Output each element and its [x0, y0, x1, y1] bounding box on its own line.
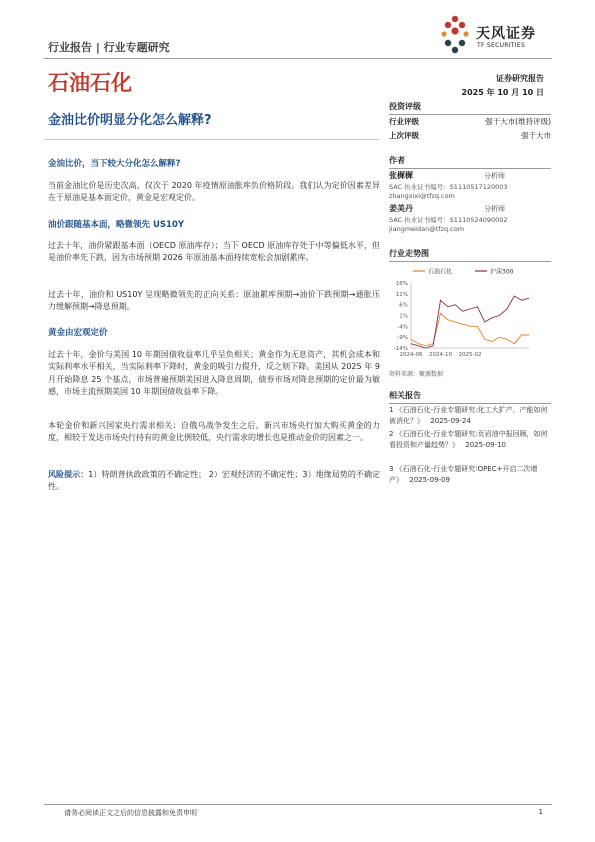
- related-title[interactable]: 2 《石油石化-行业专题研究:页岩油中报回顾，如何看投资和产量趋势？》: [389, 430, 548, 449]
- paragraph: 过去十年，油价紧跟基本面（OECD 原油库存）；当下 OECD 原油库存处于中等偏低水平，但是油价率先下跌，因为市场预期 2026 年原油基本面持续宽松会加剧累库。: [48, 241, 380, 263]
- author-cert: SAC 执业证书编号：S1110517120003: [389, 183, 508, 191]
- section-heading: 金油比价，当下较大分化怎么解释?: [48, 159, 181, 169]
- series-line: [411, 296, 529, 348]
- related-title[interactable]: 1 《石油石化-行业专题研究:化工大扩产，产能如何被消化？》: [389, 406, 548, 425]
- report-type: 证券研究报告: [496, 74, 544, 83]
- rating-heading: 投资评级: [389, 101, 551, 115]
- authors-heading: 作者: [389, 155, 551, 169]
- author-role: 分析师: [484, 172, 505, 180]
- paragraph: 当前金油比价是历史次高，仅次于 2020 年疫情原油胀库负价格阶段。我们认为定价因素差异在于原油是基本面定价，黄金是宏观定价。: [48, 181, 380, 203]
- y-tick-label: 1%: [399, 313, 408, 320]
- related-date: 2025-09-10: [465, 440, 506, 449]
- author-email[interactable]: zhangxixi@tfzq.com: [389, 192, 455, 200]
- related-title[interactable]: 3 《石油石化-行业专题研究:OPEC+开启二次增产》: [389, 465, 538, 484]
- report-date: 2025 年 10 月 10 日: [461, 88, 544, 97]
- y-tick-label: 16%: [395, 281, 408, 287]
- related-item[interactable]: [389, 429, 551, 450]
- author-cert: SAC 执业证书编号：S1110524090002: [389, 216, 508, 224]
- document-title: 金油比价明显分化怎么解释?: [48, 113, 212, 128]
- related-item[interactable]: [389, 405, 551, 426]
- company-logo: [438, 14, 558, 56]
- chart-source: 资料来源：聚源数据: [389, 371, 444, 378]
- related-date: 2025-09-09: [409, 475, 450, 484]
- legend-label: 沪深300: [490, 268, 514, 276]
- industry-trend-chart: [389, 263, 551, 363]
- x-tick-label: 2024-10: [429, 352, 452, 358]
- header-category: 行业报告 | 行业专题研究: [48, 41, 170, 54]
- y-tick-label: -14%: [393, 346, 408, 352]
- section-heading: 油价跟随基本面，略微领先 US10Y: [48, 220, 184, 230]
- title-divider: [44, 139, 379, 140]
- rating-label: 上次评级: [389, 131, 419, 140]
- rating-value: 强于大市: [521, 131, 551, 140]
- footer-disclaimer: 请务必阅读正文之后的信息披露和免责申明: [64, 809, 197, 817]
- header-divider: [44, 58, 552, 59]
- footer-divider: [44, 804, 552, 805]
- related-item[interactable]: [389, 464, 551, 485]
- paragraph: 本轮金价和新兴国家央行需求相关：自俄乌战争发生之后，新兴市场央行加大购买黄金的力度，相较于发达市场央行持有的黄金比例较低，央行需求的增长也是推动金价的因素之一。: [48, 421, 380, 443]
- x-tick-label: 2025-02: [458, 352, 482, 358]
- logo-text-cn: 天风证券: [476, 26, 536, 42]
- author-name: 姜美丹: [389, 204, 413, 213]
- risk-label: 风险提示：: [48, 470, 89, 479]
- risk-text: 1）特朗普执政政策的不确定性； 2）宏观经济的不确定性；3）地缘局势的不确定性。: [48, 470, 381, 492]
- y-tick-label: 11%: [395, 291, 408, 298]
- legend-label: 石油石化: [428, 268, 453, 276]
- author-role: 分析师: [484, 205, 505, 213]
- series-line: [411, 313, 529, 346]
- author-name: 张樨樨: [389, 171, 413, 180]
- paragraph: 过去十年，油价和 US10Y 呈现略微领先的正向关系：原油累库预期→油价下跌预期→通胀压力缓解预期→降息预期。: [48, 290, 380, 312]
- y-tick-label: -4%: [397, 324, 408, 331]
- rating-value: 强于大市(维持评级): [485, 117, 551, 126]
- risk-paragraph: [48, 469, 380, 494]
- chart-heading: 行业走势图: [389, 248, 551, 262]
- section-heading: 黄金由宏观定价: [48, 328, 108, 338]
- rating-label: 行业评级: [389, 117, 419, 126]
- author-email[interactable]: jiangmeidan@tfzq.com: [389, 225, 465, 233]
- related-date: 2025-09-24: [430, 416, 471, 425]
- related-heading: 相关报告: [389, 390, 551, 404]
- paragraph: 过去十年，金价与美国 10 年期国债收益率几乎呈负相关；黄金作为无息资产，其机会成本和实际利率水平相关，当实际利率下降时，黄金的吸引力提升，反之则下降。美国从 2025 年 9 月开始降息 25 个基点，市场普遍预期美国进入降息周期，债券市场对降息预期的定价最为敏感，市场主流预期美国 10 年期国债收益率下降。: [48, 350, 380, 396]
- y-tick-label: 6%: [399, 302, 408, 309]
- y-tick-label: -9%: [397, 335, 408, 342]
- logo-icon: [438, 14, 472, 56]
- x-tick-label: 2024-06: [399, 352, 423, 358]
- logo-text-en: TF SECURITIES: [477, 42, 526, 49]
- page-number: 1: [538, 808, 543, 816]
- sector-title: 石油石化: [48, 71, 132, 95]
